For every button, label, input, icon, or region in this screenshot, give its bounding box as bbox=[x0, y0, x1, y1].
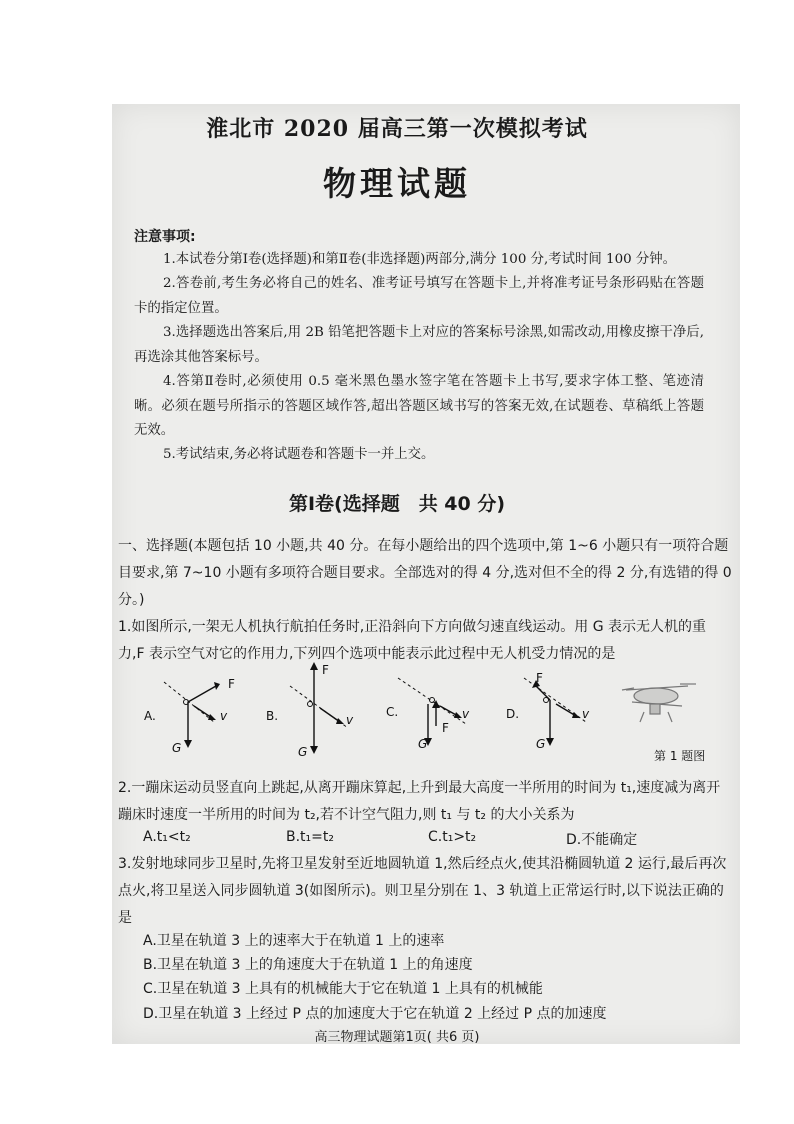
note-item-1: 1.本试卷分第Ⅰ卷(选择题)和第Ⅱ卷(非选择题)两部分,满分 100 分,考试时间 100 分钟。 bbox=[163, 252, 677, 267]
subject-title: 物理试题 bbox=[323, 164, 471, 203]
notes-heading: 注意事项: bbox=[134, 229, 196, 245]
q2-option-b: B.t₁=t₂ bbox=[286, 829, 334, 845]
q1-c-v-label: v bbox=[462, 707, 470, 721]
q1-b-g-label: G bbox=[298, 745, 308, 759]
q1-option-c-label: C. bbox=[386, 705, 399, 719]
figure-1-caption: 第 1 题图 bbox=[654, 749, 706, 763]
q2-option-d: D.不能确定 bbox=[566, 832, 638, 848]
q1-option-d-label: D. bbox=[506, 707, 520, 721]
section-instructions: 一、选择题(本题包括 10 小题,共 40 分。在每小题给出的四个选项中,第 1~6 小题只有一项符合题目要求,第 7~10 小题有多项符合题目要求。全部选对的得 4 分,选对但不全的得 2 分,有选错的得 0 分。) bbox=[118, 538, 732, 608]
question-1-figure bbox=[136, 660, 736, 770]
q1-c-g-label: G bbox=[418, 737, 428, 751]
exam-title: 淮北市 2020 届高三第一次模拟考试 bbox=[206, 116, 588, 142]
note-item-2: 2.答卷前,考生务必将自己的姓名、准考证号填写在答题卡上,并将准考证号条形码贴在答题卡的指定位置。 bbox=[134, 276, 704, 316]
note-item-3: 3.选择题选出答案后,用 2B 铅笔把答题卡上对应的答案标号涂黑,如需改动,用橡皮擦干净后,再选涂其他答案标号。 bbox=[134, 325, 704, 365]
q1-d-g-label: G bbox=[536, 737, 546, 751]
section-title: 第Ⅰ卷(选择题 共 40 分) bbox=[288, 493, 506, 515]
q2-option-c: C.t₁>t₂ bbox=[428, 829, 477, 845]
q3-option-c: C.卫星在轨道 3 上具有的机械能大于它在轨道 1 上具有的机械能 bbox=[143, 981, 543, 997]
note-item-5: 5.考试结束,务必将试题卷和答题卡一并上交。 bbox=[163, 447, 435, 462]
q3-option-b: B.卫星在轨道 3 上的角速度大于在轨道 1 上的角速度 bbox=[143, 957, 473, 973]
q1-c-f-label: F bbox=[442, 721, 449, 735]
q1-a-f-label: F bbox=[228, 677, 235, 691]
question-3-stem: 3.发射地球同步卫星时,先将卫星发射至近地圆轨道 1,然后经点火,使其沿椭圆轨道 2 运行,最后再次点火,将卫星送入同步圆轨道 3(如图所示)。则卫星分别在 1、3 轨道上正常运行时,以下说法正确的是 bbox=[118, 856, 727, 926]
note-item-4: 4.答第Ⅱ卷时,必须使用 0.5 毫米黑色墨水签字笔在答题卡上书写,要求字体工整、笔迹清晰。必须在题号所指示的答题区域作答,超出答题区域书写的答案无效,在试题卷、草稿纸上答题无效。 bbox=[134, 374, 704, 438]
q1-d-f-label: F bbox=[536, 671, 543, 685]
q1-b-f-label: F bbox=[322, 663, 329, 677]
q1-option-a-diagram bbox=[144, 677, 235, 755]
q1-option-b-diagram bbox=[266, 662, 354, 759]
page-footer: 高三物理试题第1页( 共6 页) bbox=[314, 1030, 480, 1045]
q1-d-v-label: v bbox=[582, 707, 590, 721]
q1-a-g-label: G bbox=[172, 741, 182, 755]
q3-option-d: D.卫星在轨道 3 上经过 P 点的加速度大于它在轨道 2 上经过 P 点的加速度 bbox=[143, 1006, 607, 1022]
question-1-stem: 1.如图所示,一架无人机执行航拍任务时,正沿斜向下方向做匀速直线运动。用 G 表示无人机的重力,F 表示空气对它的作用力,下列四个选项中能表示此过程中无人机受力情况的是 bbox=[118, 619, 707, 662]
q1-option-c-diagram bbox=[386, 678, 470, 751]
drone-image bbox=[622, 684, 696, 722]
q2-option-a: A.t₁<t₂ bbox=[143, 829, 191, 845]
q1-b-v-label: v bbox=[346, 713, 354, 727]
q3-option-a: A.卫星在轨道 3 上的速率大于在轨道 1 上的速率 bbox=[143, 933, 445, 949]
q1-option-b-label: B. bbox=[266, 709, 279, 723]
q1-option-a-label: A. bbox=[144, 709, 156, 723]
question-2-stem: 2.一蹦床运动员竖直向上跳起,从离开蹦床算起,上升到最大高度一半所用的时间为 t₁,速度减为离开蹦床时速度一半所用的时间为 t₂,若不计空气阻力,则 t₁ 与 t₂ 的大小关系为 bbox=[118, 780, 721, 823]
q1-a-v-label: v bbox=[220, 709, 228, 723]
q1-option-d-diagram bbox=[506, 671, 590, 751]
